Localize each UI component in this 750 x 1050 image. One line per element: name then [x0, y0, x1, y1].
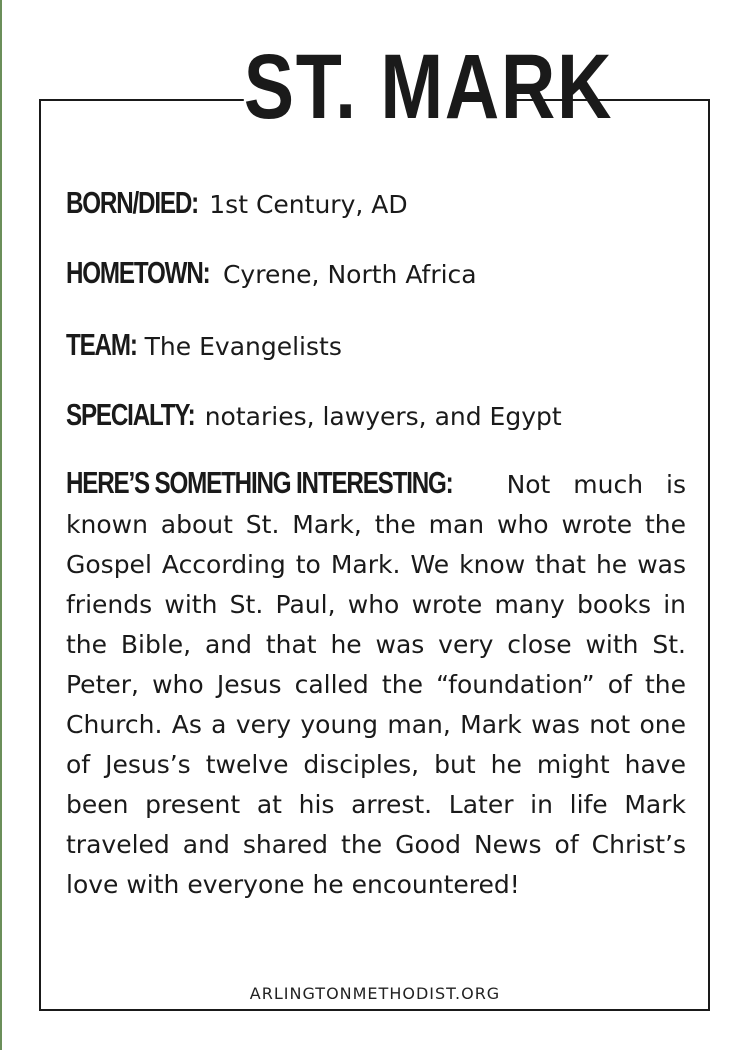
- hometown-field: [66, 253, 686, 295]
- team-label: TEAM:: [66, 327, 137, 362]
- hometown-value: Cyrene, North Africa: [222, 260, 477, 289]
- card-title: ST. MARK: [244, 30, 506, 145]
- interesting-label: HERE’S SOMETHING INTERESTING:: [66, 465, 453, 500]
- specialty-value: notaries, lawyers, and Egypt: [204, 402, 562, 431]
- interesting-paragraph: [66, 463, 686, 905]
- born-died-field: [66, 183, 686, 225]
- born-died-label: BORN/DIED:: [66, 185, 199, 220]
- team-field: [66, 325, 686, 367]
- team-value: The Evangelists: [144, 332, 342, 361]
- interesting-text: Not much is known about St. Mark, the man who wrote the Gospel According to Mark. We know that he was friends with St. Paul, who wrote many books in the Bible, and that he was very close with St. Peter, who Jesus called the “foundation” of the Church. As a very young man, Mark was not one of Jesus’s twelve disciples, but he might have been present at his arrest. Later in life Mark traveled and shared the Good News of Christ’s love with everyone he encountered!: [66, 470, 687, 899]
- specialty-field: [66, 395, 686, 437]
- hometown-label: HOMETOWN:: [66, 255, 210, 290]
- footer-website: ARLINGTONMETHODIST.ORG: [249, 984, 501, 1003]
- left-edge-line: [0, 0, 2, 1050]
- specialty-label: SPECIALTY:: [66, 397, 195, 432]
- born-died-value: 1st Century, AD: [209, 190, 408, 219]
